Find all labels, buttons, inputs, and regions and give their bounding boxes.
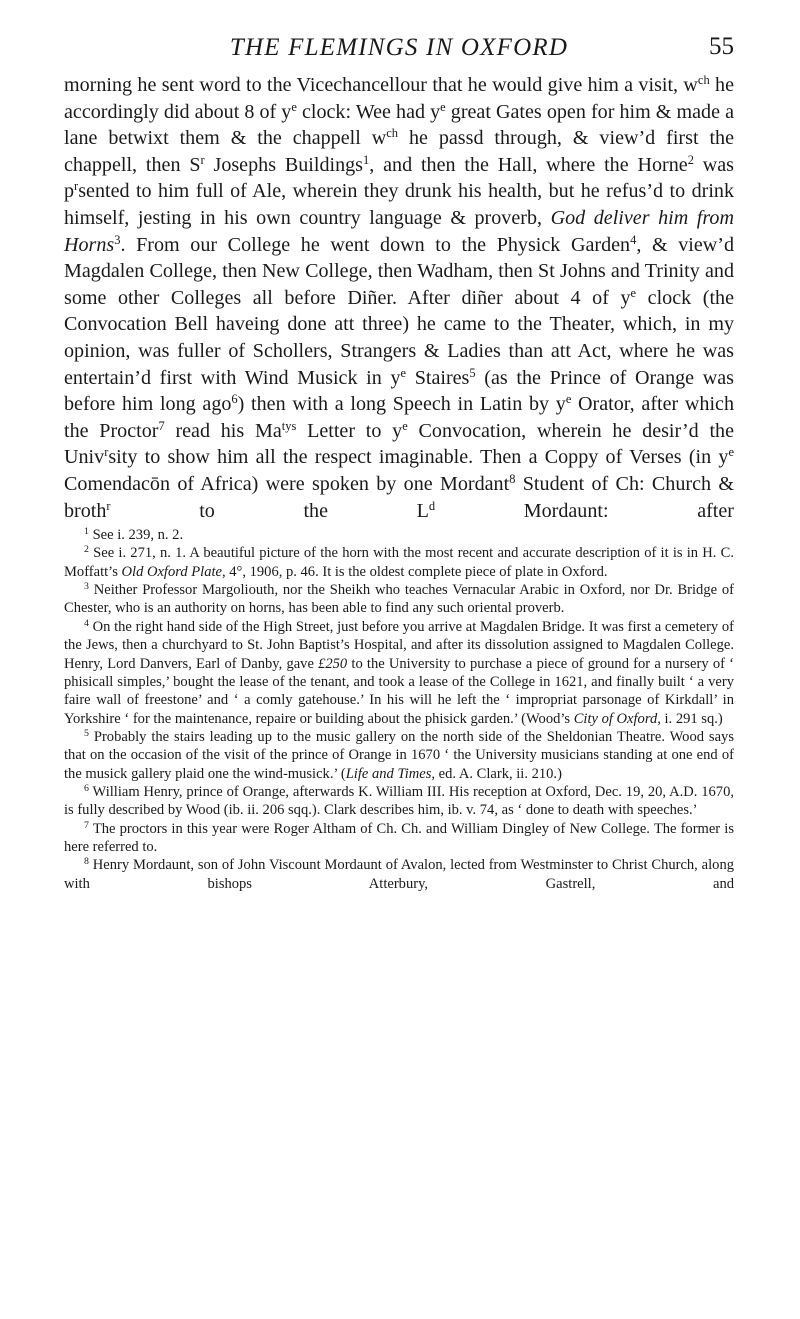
running-head — [64, 0, 734, 60]
note-ref-7: 7 — [158, 418, 165, 433]
page-number: 55 — [709, 33, 734, 60]
note-ref-4: 4 — [630, 232, 637, 247]
note-ref-1: 1 — [363, 152, 370, 167]
footnote-5: $^5$ Probably the stairs leading up to the music gallery on the north side of the Sheldonian Theatre. Wood says that on the occasion of the visit of the prince of Orange in 1670 ‘ the University musicians standing at one end of the musick gallery plaid one the wind-musick.’ (Life and Times, ed. A. Clark, ii. 210.) — [64, 727, 734, 782]
main-text-paragraph: morning he sent word to the Vicechancellour that he would give him a visit, $w^{ch}$ he accordingly did about 8 of $y^e$ clock: Wee had $y^e$ great Gates open for him & made a lane betwixt them & the chappell $w^{ch}$ he passd through, & view’d first the chappell, then $S^r$ Josephs Buildings$^1$, and then the Hall, where the Horne$^2$ was $p^rsented$ to him full of Ale, wherein they drunk his health, but he refus’d to drink himself, jesting in his own country language & proverb, God deliver him from Horns$^3$. From our College he went down to the Physick Garden$^4$, & view’d Magdalen College, then New College, then Wadham, then St Johns and Trinity and some other Colleges all before Diñer. After diñer about 4 of $y^e$ clock (the Convocation Bell haveing done att three) he came to the Theater, which, in my opinion, was fuller of Schollers, Strangers & Ladies than att Act, where he was entertain’d first with Wind Musick in $y^e$ Staires$^5$ (as the Prince of Orange was before him long ago$^6$) then with a long Speech in Latin by $y^e$ Orator, after which the Proctor$^7$ read his $Ma^{tys}$ Letter to $y^e$ Convocation, wherein he desir’d the Univ$^r$sity to show him all the respect imaginable. Then a Coppy of Verses (in $y^e$ Comendacōn of Africa) were spoken by one Mordant$^8$ Student of Ch: Church & broth$^r$ to the $L^d$ Mordaunt: after — [64, 73, 735, 522]
note-ref-6: 6 — [231, 392, 238, 407]
footnote-1: $^1$ See i. 239, n. 2. — [84, 526, 184, 544]
note-ref-8: 8 — [509, 472, 516, 487]
running-head-title: THE FLEMINGS IN OXFORD — [229, 34, 569, 61]
footnote-3: $^3$ Neither Professor Margoliouth, nor the Sheikh who teaches Vernacular Arabic in Oxford, nor Dr. Bridge of Chester, who is an authority on horns, has been able to find any such oriental proverb. — [64, 581, 734, 617]
note-ref-5: 5 — [469, 365, 476, 380]
note-ref-3: 3 — [114, 232, 121, 247]
footnotes — [64, 526, 734, 893]
footnote-7: $^7$ The proctors in this year were Roger Altham of Ch. Ch. and William Dingley of New College. The former is here referred to. — [64, 819, 735, 855]
proverb-text: God deliver him from Horns — [64, 206, 734, 256]
footnote-2: $^2$ See i. 271, n. 1. A beautiful picture of the horn with the most recent and accurate description of it is in H. C. Moffatt’s Old Oxford Plate, 4°, 1906, p. 46. It is the oldest complete piece of plate in Oxford. — [64, 544, 735, 580]
footnote-6: $^6$ William Henry, prince of Orange, afterwards K. William III. His reception at Oxford, Dec. 19, 20, A.D. 1670, is fully described by Wood (ib. ii. 206 sqq.). Clark describes him, ib. v. 74, as ‘ done to death with speeches.’ — [64, 782, 734, 819]
note-ref-2: 2 — [687, 152, 694, 167]
footnote-8: $^8$ Henry Mordaunt, son of John Viscount Mordaunt of Avalon, lected from Westminster to Christ Church, along with bishops Atterbury, Gastrell, and — [64, 856, 734, 892]
footnote-4: $^4$ On the right hand side of the High Street, just before you arrive at Magdalen Bridge. It was first a cemetery of the Jews, then a churchyard to St. John Baptist’s Hospital, and after its dissolution assigned to Magdalen College. Henry, Lord Danvers, Earl of Danby, gave £250 to the University to purchase a piece of ground for a nursery of ‘ phisicall simples,’ bought the lease of the tenant, and took a lease of the College in 1621, and finally built ‘ a very faire wall of freestone’ and ‘ a comly gatehouse.’ In his will he left the ‘ impropriat parsonage of Kirkdall’ in Yorkshire ‘ for the maintenance, repaire or building about the phisick garden.’ (Wood’s City of Oxford, i. 291 sq.) — [64, 617, 734, 727]
